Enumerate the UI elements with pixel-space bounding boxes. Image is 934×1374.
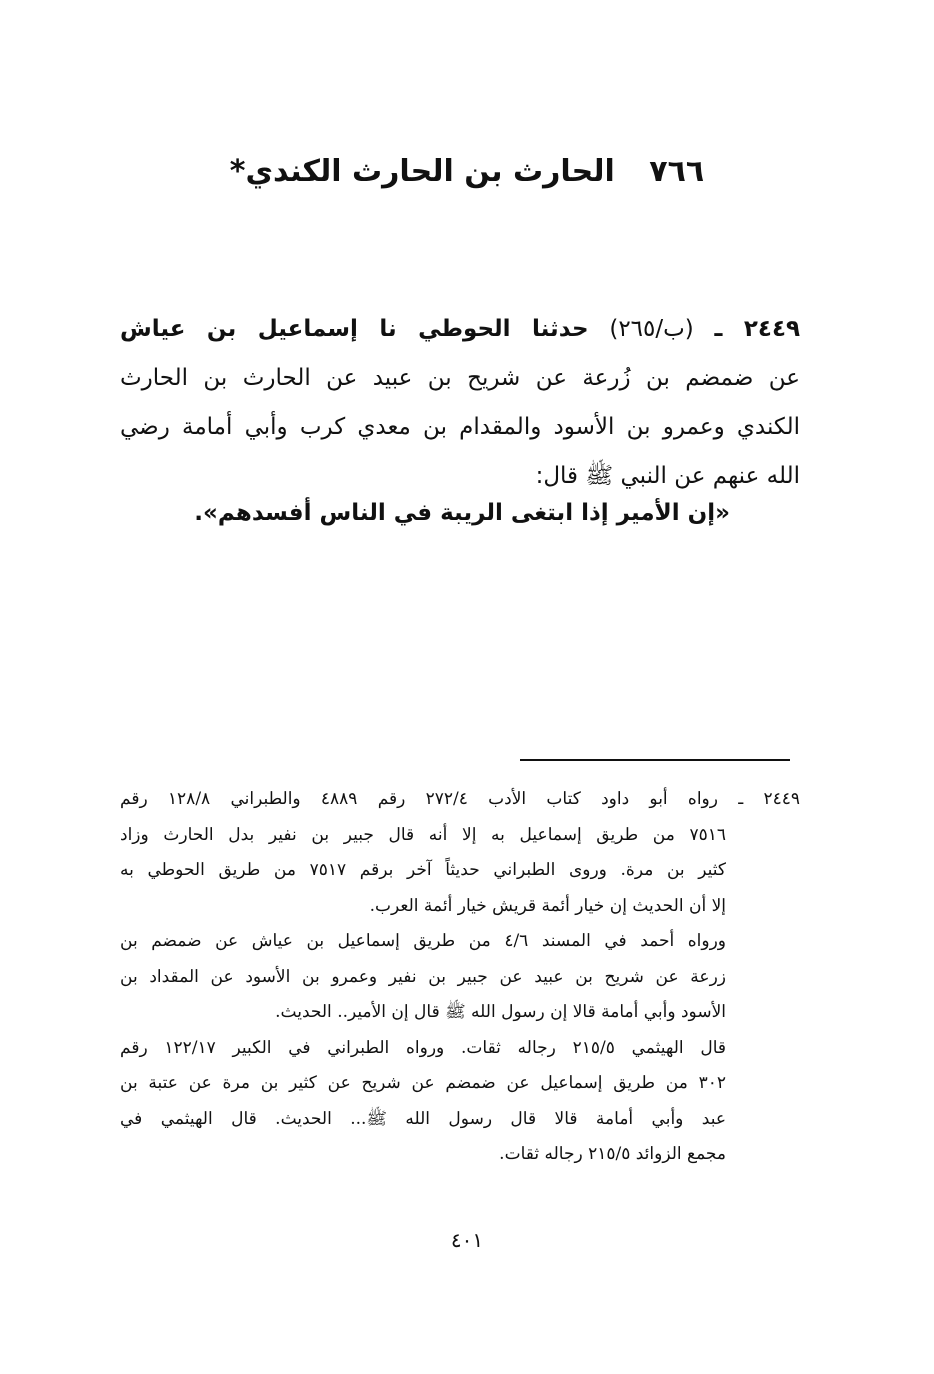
hadith-line-2: عن ضمضم بن زُرعة عن شريح بن عبيد عن الحارث بن الحارث <box>120 365 800 391</box>
footnote-line: ٧٥١٦ من طريق إسماعيل به إلا أنه قال جبير بن نفير بدل الحارث وزاد <box>120 824 726 845</box>
chapter-title: الحارث بن الحارث الكندي* <box>229 154 615 189</box>
hadith-number: ٢٤٤٩ ـ <box>714 316 801 342</box>
footnote-line: عبد وأبي أمامة قالا قال رسول الله ﷺ... الحديث. قال الهيثمي في <box>120 1108 726 1129</box>
hadith-line-3: الكندي وعمرو بن الأسود والمقدام بن معدي كرب وأبي أمامة رضي <box>120 414 800 440</box>
footnote-line: كثير بن مرة. وروى الطبراني حديثاً آخر برقم ٧٥١٧ من طريق الحوطي به <box>120 860 726 880</box>
footnote-line: قال الهيثمي ٢١٥/٥ رجاله ثقات. ورواه الطبراني في الكبير ١٢٢/١٧ رقم <box>120 1037 727 1058</box>
footnote-line: إلا أن الحديث إن خيار أئمة قريش خيار أئمة العرب. <box>369 895 726 916</box>
chapter-number: ٧٦٦ <box>649 154 705 189</box>
manuscript-reference: (ب/٢٦٥) <box>609 316 694 342</box>
hadith-line-1 <box>120 305 800 354</box>
footnote-line: مجمع الزوائد ٢١٥/٥ رجاله ثقات. <box>499 1144 726 1164</box>
footnote-line: زرعة عن شريح بن عبيد عن جبير بن نفير وعمرو بن الأسود عن المقداد بن <box>120 966 726 987</box>
hadith-isnad-start: حدثنا الحوطي نا إسماعيل بن عياش <box>120 316 589 342</box>
footnote-line: ٣٠٢ من طريق إسماعيل عن ضمضم عن شريح عن كثير بن مرة عن عتبة بن <box>120 1073 726 1093</box>
footnote-line: ورواه أحمد في المسند ٤/٦ من طريق إسماعيل بن عياش عن ضمضم بن <box>120 931 726 951</box>
hadith-text <box>120 305 800 501</box>
page-number: ٤٠١ <box>450 1228 484 1252</box>
footnote <box>120 782 800 1173</box>
chapter-heading <box>0 150 934 194</box>
hadith-line-4: الله عنهم عن النبي ﷺ قال: <box>535 463 800 489</box>
footnote-line: الأسود وأبي أمامة قالا إن رسول الله ﷺ قال إن الأمير.. الحديث. <box>275 1002 726 1022</box>
footnote-separator <box>520 759 790 761</box>
hadith-matn: «إن الأمير إذا ابتغى الريبة في الناس أفسدهم». <box>194 500 730 526</box>
footnote-line: ٢٤٤٩ ـ رواه أبو داود كتاب الأدب ٢٧٢/٤ رقم ٤٨٨٩ والطبراني ١٢٨/٨ رقم <box>120 789 800 809</box>
